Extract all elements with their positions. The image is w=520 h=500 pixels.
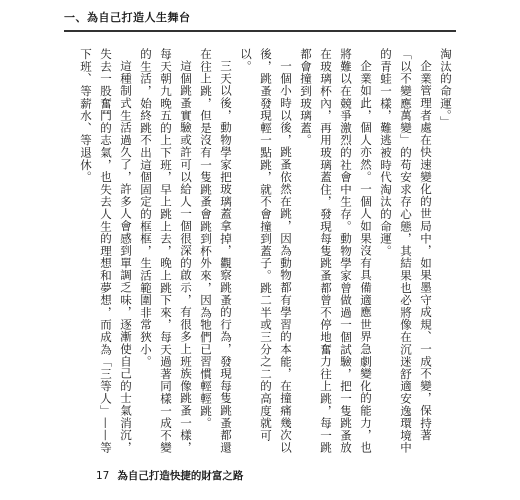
paragraph-6: 這種制式生活過久了，許多人會感到單調乏味，逐漸使自己的士氣消沉，失去一股奮鬥的志氣，也失去人生的理想和夢想，而成為「三等人」——等下班、等薪水、等退休。 <box>79 48 133 454</box>
header-divider <box>64 30 456 32</box>
paragraph-3: 一個小時以後，跳蚤依然在跳，因為動物都有學習的本能，在撞痛幾次以後，跳蚤發現輕一點跳，就不會撞到蓋子。跳二半或三分之二的高度就可以。 <box>239 48 293 454</box>
paragraph-1: 企業管理者處在快速變化的世局中，如果墨守成規、一成不變，保持著「以不變應萬變」的苟安求存心態，其結果也必將像在沉迷舒適安逸環境中的青蛙一樣，難逃被時代淘汰的命運。 <box>379 48 433 454</box>
vertical-body-text <box>80 48 456 460</box>
paragraph-2: 企業如此，個人亦然。一個人如果沒有具備適應世界急劇變化的能力，也將難以在競爭激烈的社會中生存。動物學家曾做過一個試驗，把一隻跳蚤放在玻璃杯內，再用玻璃蓋住，發現每隻跳蚤都曾不停地奮力往上跳，每一跳都會撞到玻璃蓋。 <box>299 48 373 454</box>
page-footer <box>96 468 243 483</box>
book-title: 為自己打造快捷的財富之路 <box>117 470 244 482</box>
section-title: 一、為自己打造人生舞台 <box>64 11 191 24</box>
paragraph-5: 這個跳蚤實驗或許可以給人一個很深的啟示，有很多上班族像跳蚤一樣，每天朝九晚五的上下班，早上跳上去，晚上跳下來，每天過著同樣一成不變的生活，始終跳不出這個固定的框框，生活範圍非常狹小。 <box>139 48 193 454</box>
running-header <box>64 6 191 28</box>
page-number: 17 <box>96 470 110 482</box>
paragraph-4: 三天以後，動物學家把玻璃蓋拿掉，觀察跳蚤的行為，發現每隻跳蚤都還在往上跳，但是沒有一隻跳蚤會跳到杯外來，因為牠們已習慣輕輕跳。 <box>199 48 233 454</box>
paragraph-0: 淘汰的命運。」 <box>439 48 453 129</box>
